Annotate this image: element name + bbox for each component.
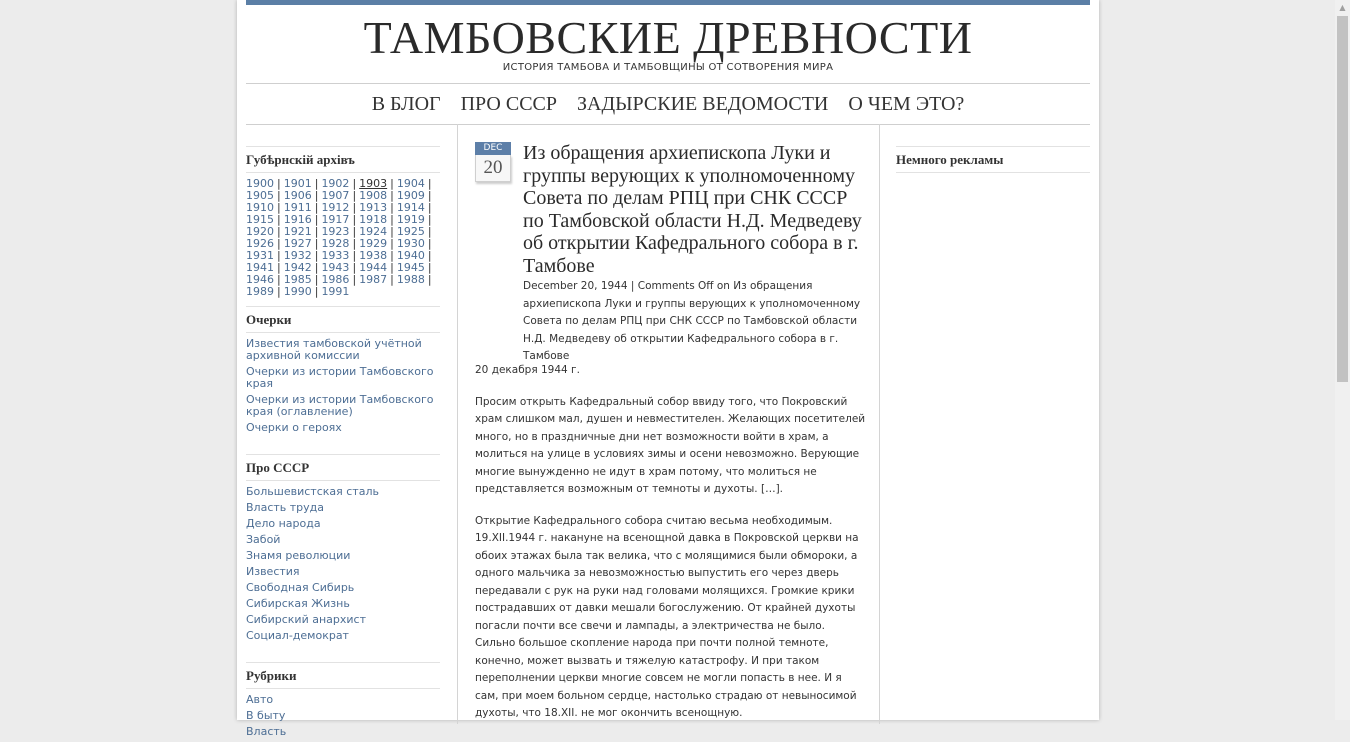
year-link[interactable]: 1925 — [396, 225, 425, 238]
year-link[interactable]: 1942 — [283, 261, 312, 274]
separator: | — [427, 177, 432, 190]
year-link[interactable]: 1918 — [359, 213, 388, 226]
year-link[interactable]: 1902 — [321, 177, 350, 190]
separator: | — [352, 249, 357, 262]
year-link[interactable]: 1900 — [246, 177, 274, 190]
year-link[interactable]: 1988 — [396, 273, 425, 286]
separator: | — [390, 189, 394, 202]
year-link[interactable]: 1908 — [359, 189, 388, 202]
year-row — [246, 286, 440, 298]
pro-sssr-link[interactable]: Дело народа — [246, 517, 321, 530]
year-link[interactable]: 1927 — [283, 237, 312, 250]
separator: | — [277, 177, 281, 190]
year-link[interactable]: 1901 — [283, 177, 312, 190]
year-link[interactable]: 1945 — [396, 261, 425, 274]
separator: | — [314, 225, 319, 238]
separator: | — [277, 225, 281, 238]
separator: | — [314, 237, 319, 250]
separator: | — [390, 273, 394, 286]
left-sidebar — [246, 124, 440, 742]
pro-sssr-link[interactable]: Социал-демократ — [246, 629, 349, 642]
pro-sssr-link[interactable]: Свободная Сибирь — [246, 581, 355, 594]
separator: | — [427, 249, 432, 262]
year-link[interactable]: 1916 — [283, 213, 312, 226]
separator: | — [390, 261, 394, 274]
widget-title-pro-sssr: Про СССР — [246, 454, 440, 481]
year-link[interactable]: 1985 — [283, 273, 312, 286]
separator: | — [277, 285, 281, 298]
separator: | — [314, 261, 319, 274]
year-link[interactable]: 1940 — [396, 249, 425, 262]
year-link[interactable]: 1919 — [396, 213, 425, 226]
year-link[interactable]: 1926 — [246, 237, 274, 250]
year-link[interactable]: 1913 — [359, 201, 388, 214]
year-link[interactable]: 1928 — [321, 237, 350, 250]
scroll-thumb[interactable] — [1337, 16, 1348, 382]
pro-sssr-link[interactable]: Большевистская сталь — [246, 485, 379, 498]
separator: | — [314, 249, 319, 262]
separator: | — [390, 225, 394, 238]
year-link[interactable]: 1932 — [283, 249, 312, 262]
separator: | — [314, 273, 319, 286]
year-link[interactable]: 1917 — [321, 213, 350, 226]
post-paragraph: 20 декабря 1944 г. — [475, 364, 580, 376]
widget-title-rubriki: Рубрики — [246, 662, 440, 689]
right-sidebar — [896, 124, 1090, 178]
year-link[interactable]: 1914 — [396, 201, 425, 214]
year-link[interactable]: 1929 — [359, 237, 388, 250]
separator: | — [277, 213, 281, 226]
top-accent-bar — [246, 0, 1090, 5]
rubriki-list — [246, 694, 440, 738]
year-link[interactable]: 1986 — [321, 273, 350, 286]
ocherki-link[interactable]: Очерки из истории Тамбовского края (оглавление) — [246, 393, 434, 418]
separator: | — [314, 213, 319, 226]
year-link[interactable]: 1946 — [246, 273, 274, 286]
year-link[interactable]: 1989 — [246, 285, 274, 298]
widget-title-ads: Немного рекламы — [896, 146, 1090, 173]
post-body — [475, 362, 868, 737]
separator: | — [352, 237, 357, 250]
pro-sssr-link[interactable]: Забой — [246, 533, 281, 546]
pro-sssr-link[interactable]: Известия — [246, 565, 300, 578]
ocherki-link[interactable]: Очерки о героях — [246, 421, 342, 434]
separator: | — [277, 249, 281, 262]
rubrika-link[interactable]: В быту — [246, 709, 286, 722]
separator: | — [277, 237, 281, 250]
date-badge — [475, 142, 511, 182]
year-link[interactable]: 1923 — [321, 225, 350, 238]
year-link[interactable]: 1941 — [246, 261, 274, 274]
separator: | — [390, 177, 394, 190]
separator: | — [352, 261, 357, 274]
pro-sssr-link[interactable]: Знамя революции — [246, 549, 351, 562]
site-subtitle: ИСТОРИЯ ТАМБОВА И ТАМБОВЩИНЫ ОТ СОТВОРЕНИЯ МИРА — [502, 62, 834, 73]
year-link[interactable]: 1906 — [283, 189, 312, 202]
year-link[interactable]: 1930 — [396, 237, 425, 250]
scroll-up-arrow-icon[interactable]: ▲ — [1339, 3, 1346, 12]
separator: | — [427, 273, 432, 286]
separator: | — [427, 261, 432, 274]
vertical-scrollbar[interactable] — [1335, 0, 1350, 720]
year-archive — [246, 178, 440, 298]
year-link[interactable]: 1931 — [246, 249, 274, 262]
year-link[interactable]: 1921 — [283, 225, 312, 238]
date-month: DEC — [475, 142, 511, 155]
separator: | — [277, 201, 281, 214]
year-link[interactable]: 1938 — [359, 249, 388, 262]
separator: | — [390, 201, 394, 214]
year-link[interactable]: 1905 — [246, 189, 274, 202]
year-link[interactable]: 1907 — [321, 189, 350, 202]
separator: | — [427, 189, 432, 202]
separator: | — [314, 189, 319, 202]
year-link[interactable]: 1987 — [359, 273, 388, 286]
separator: | — [314, 177, 319, 190]
separator: | — [314, 201, 319, 214]
nav-zadyrskie-vedomosti[interactable]: ЗАДЫРСКИЕ ВЕДОМОСТИ — [577, 92, 829, 115]
separator: | — [277, 261, 281, 274]
year-link[interactable]: 1904 — [396, 177, 425, 190]
pro-sssr-link[interactable]: Власть труда — [246, 501, 324, 514]
separator: | — [427, 213, 432, 226]
year-link[interactable]: 1912 — [321, 201, 350, 214]
widget-title-ocherki: Очерки — [246, 306, 440, 333]
separator: | — [352, 177, 357, 190]
post-paragraph: Просим открыть Кафедральный собор ввиду того, что Покровский храм слишком мал, душен и невместителен. Желающих посетителей много, но в праздничные дни нет возможности войти в храм, а молиться на улице в условиях зимы и осени невозможно. Верующие многие вынужденно не идут в храм потому, что молиться не представляется возможным от темноты и духоты. […]. — [475, 395, 866, 495]
separator: | — [352, 201, 357, 214]
main-content — [457, 124, 880, 724]
separator: | — [352, 213, 357, 226]
nav-blog[interactable]: В БЛОГ — [371, 92, 441, 115]
page-container — [237, 0, 1099, 738]
date-day: 20 — [475, 155, 511, 182]
year-link[interactable]: 1943 — [321, 261, 350, 274]
year-link[interactable]: 1991 — [321, 285, 350, 298]
separator: | — [390, 213, 394, 226]
year-link[interactable]: 1909 — [396, 189, 425, 202]
year-link[interactable]: 1903 — [359, 177, 388, 190]
ocherki-list — [246, 338, 440, 434]
nav-o-chem-eto[interactable]: О ЧЕМ ЭТО? — [848, 92, 965, 115]
post-title[interactable]: Из обращения архиепископа Луки и группы верующих к уполномоченному Совета по делам РПЦ при СНК СССР по Тамбовской области Н.Д. Медведеву об открытии Кафедрального собора в г. Тамбове — [523, 142, 862, 277]
year-link[interactable]: 1920 — [246, 225, 274, 238]
pro-sssr-link[interactable]: Сибирская Жизнь — [246, 597, 350, 610]
widget-title-archive: Губѣрнскій архівъ — [246, 146, 440, 173]
pro-sssr-list — [246, 486, 440, 642]
year-link[interactable]: 1933 — [321, 249, 350, 262]
separator: | — [427, 201, 432, 214]
separator: | — [427, 225, 432, 238]
separator: | — [352, 189, 357, 202]
nav-pro-sssr[interactable]: ПРО СССР — [460, 92, 557, 115]
post-paragraph: Открытие Кафедрального собора считаю весьма необходимым. 19.XII.1944 г. накануне на всенощной давка в Покровской церкви на обоих этажах была так велика, что с молящимися были обмороки, а одного мальчика за невозможностью выпустить его через дверь передавали с рук на руки над головами молящихся. Громкие крики пострадавших от давки мешали богослужению. От крайней духоты погасли почти все свечи и лампады, а электричества не было. Сильно большое скопление народа при почти полной темноте, конечно, может вызвать и тяжелую катастрофу. И при таком переполнении церкви многие совсем не могли попасть в нее. И я сам, при моем больном сердце, настолько страдаю от невыносимой духоты, что 18.XII. не мог окончить всенощную. — [475, 514, 859, 719]
year-link[interactable]: 1944 — [359, 261, 388, 274]
separator: | — [390, 249, 394, 262]
site-title[interactable]: ТАМБОВСКИЕ ДРЕВНОСТИ — [363, 12, 973, 63]
separator: | — [277, 189, 281, 202]
rubrika-link[interactable]: Власть — [246, 725, 287, 738]
pro-sssr-link[interactable]: Сибирский анархист — [246, 613, 367, 626]
ocherki-link[interactable]: Очерки из истории Тамбовского края — [246, 365, 434, 390]
rubrika-link[interactable]: Авто — [246, 693, 274, 706]
separator: | — [352, 225, 357, 238]
year-link[interactable]: 1915 — [246, 213, 274, 226]
main-nav — [246, 84, 1090, 124]
separator: | — [314, 285, 319, 298]
separator: | — [352, 273, 357, 286]
separator: | — [277, 273, 281, 286]
year-link[interactable]: 1910 — [246, 201, 274, 214]
year-link[interactable]: 1990 — [283, 285, 312, 298]
separator: | — [390, 237, 394, 250]
ocherki-link[interactable]: Известия тамбовской учётной архивной комиссии — [246, 337, 422, 362]
separator: | — [427, 237, 432, 250]
year-link[interactable]: 1924 — [359, 225, 388, 238]
post-meta: December 20, 1944 | Comments Off on Из обращения архиепископа Луки и группы верующих к уполномоченному Совета по делам РПЦ при СНК СССР по Тамбовской области Н.Д. Медведеву об открытии Кафедрального собора в г. Тамбове — [523, 280, 861, 362]
year-link[interactable]: 1911 — [283, 201, 312, 214]
